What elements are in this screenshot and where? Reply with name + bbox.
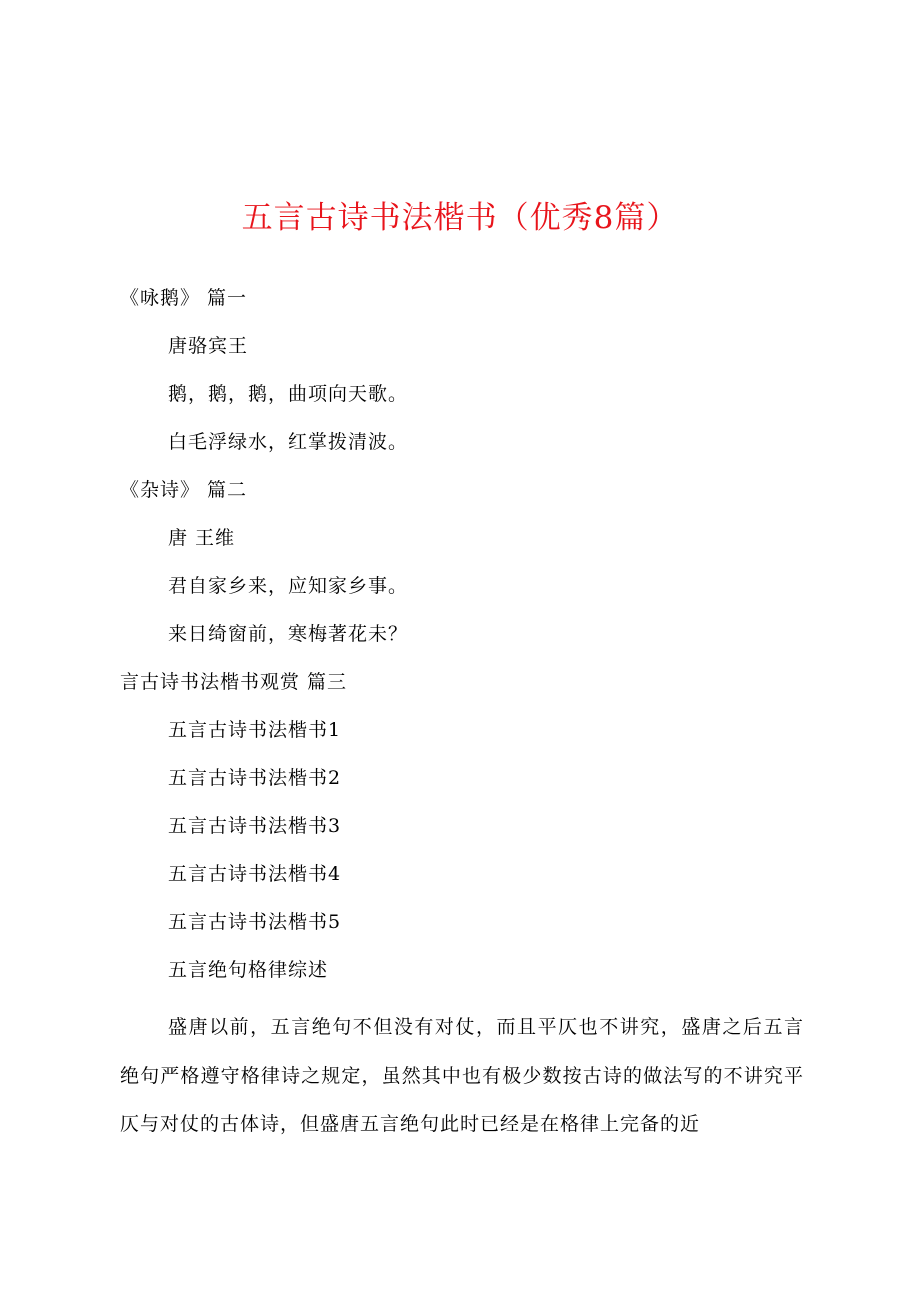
poem-line: 白毛浮绿水，红掌拨清波。 <box>168 431 409 453</box>
list-item: 五言古诗书法楷书2 <box>168 767 342 789</box>
list-item: 五言古诗书法楷书5 <box>168 911 342 933</box>
poem-line: 来日绮窗前，寒梅著花未？ <box>168 623 409 645</box>
list-item: 五言古诗书法楷书1 <box>168 719 342 741</box>
subsection-heading: 五言绝句格律综述 <box>168 959 329 981</box>
poem-author-2: 唐 王维 <box>168 527 236 549</box>
poem-line: 鹅，鹅，鹅，曲项向天歌。 <box>168 383 409 405</box>
section-heading-3: 言古诗书法楷书观赏 篇三 <box>120 671 348 693</box>
body-paragraph: 盛唐以前，五言绝句不但没有对仗，而且平仄也不讲究，盛唐之后五言绝句严格遵守格律诗之规定，虽然其中也有极少数按古诗的做法写的不讲究平仄与对仗的古体诗，但盛唐五言绝句此时已经是在格律上完备的近 <box>120 1016 804 1135</box>
section-heading-2: 《杂诗》 篇二 <box>120 479 248 501</box>
list-item: 五言古诗书法楷书3 <box>168 815 342 837</box>
poem-author-1: 唐骆宾王 <box>168 335 249 357</box>
list-item: 五言古诗书法楷书4 <box>168 863 342 885</box>
poem-line: 君自家乡来，应知家乡事。 <box>168 575 409 597</box>
section-heading-1: 《咏鹅》 篇一 <box>120 287 248 309</box>
page-title: 五言古诗书法楷书（优秀8篇） <box>241 200 679 236</box>
